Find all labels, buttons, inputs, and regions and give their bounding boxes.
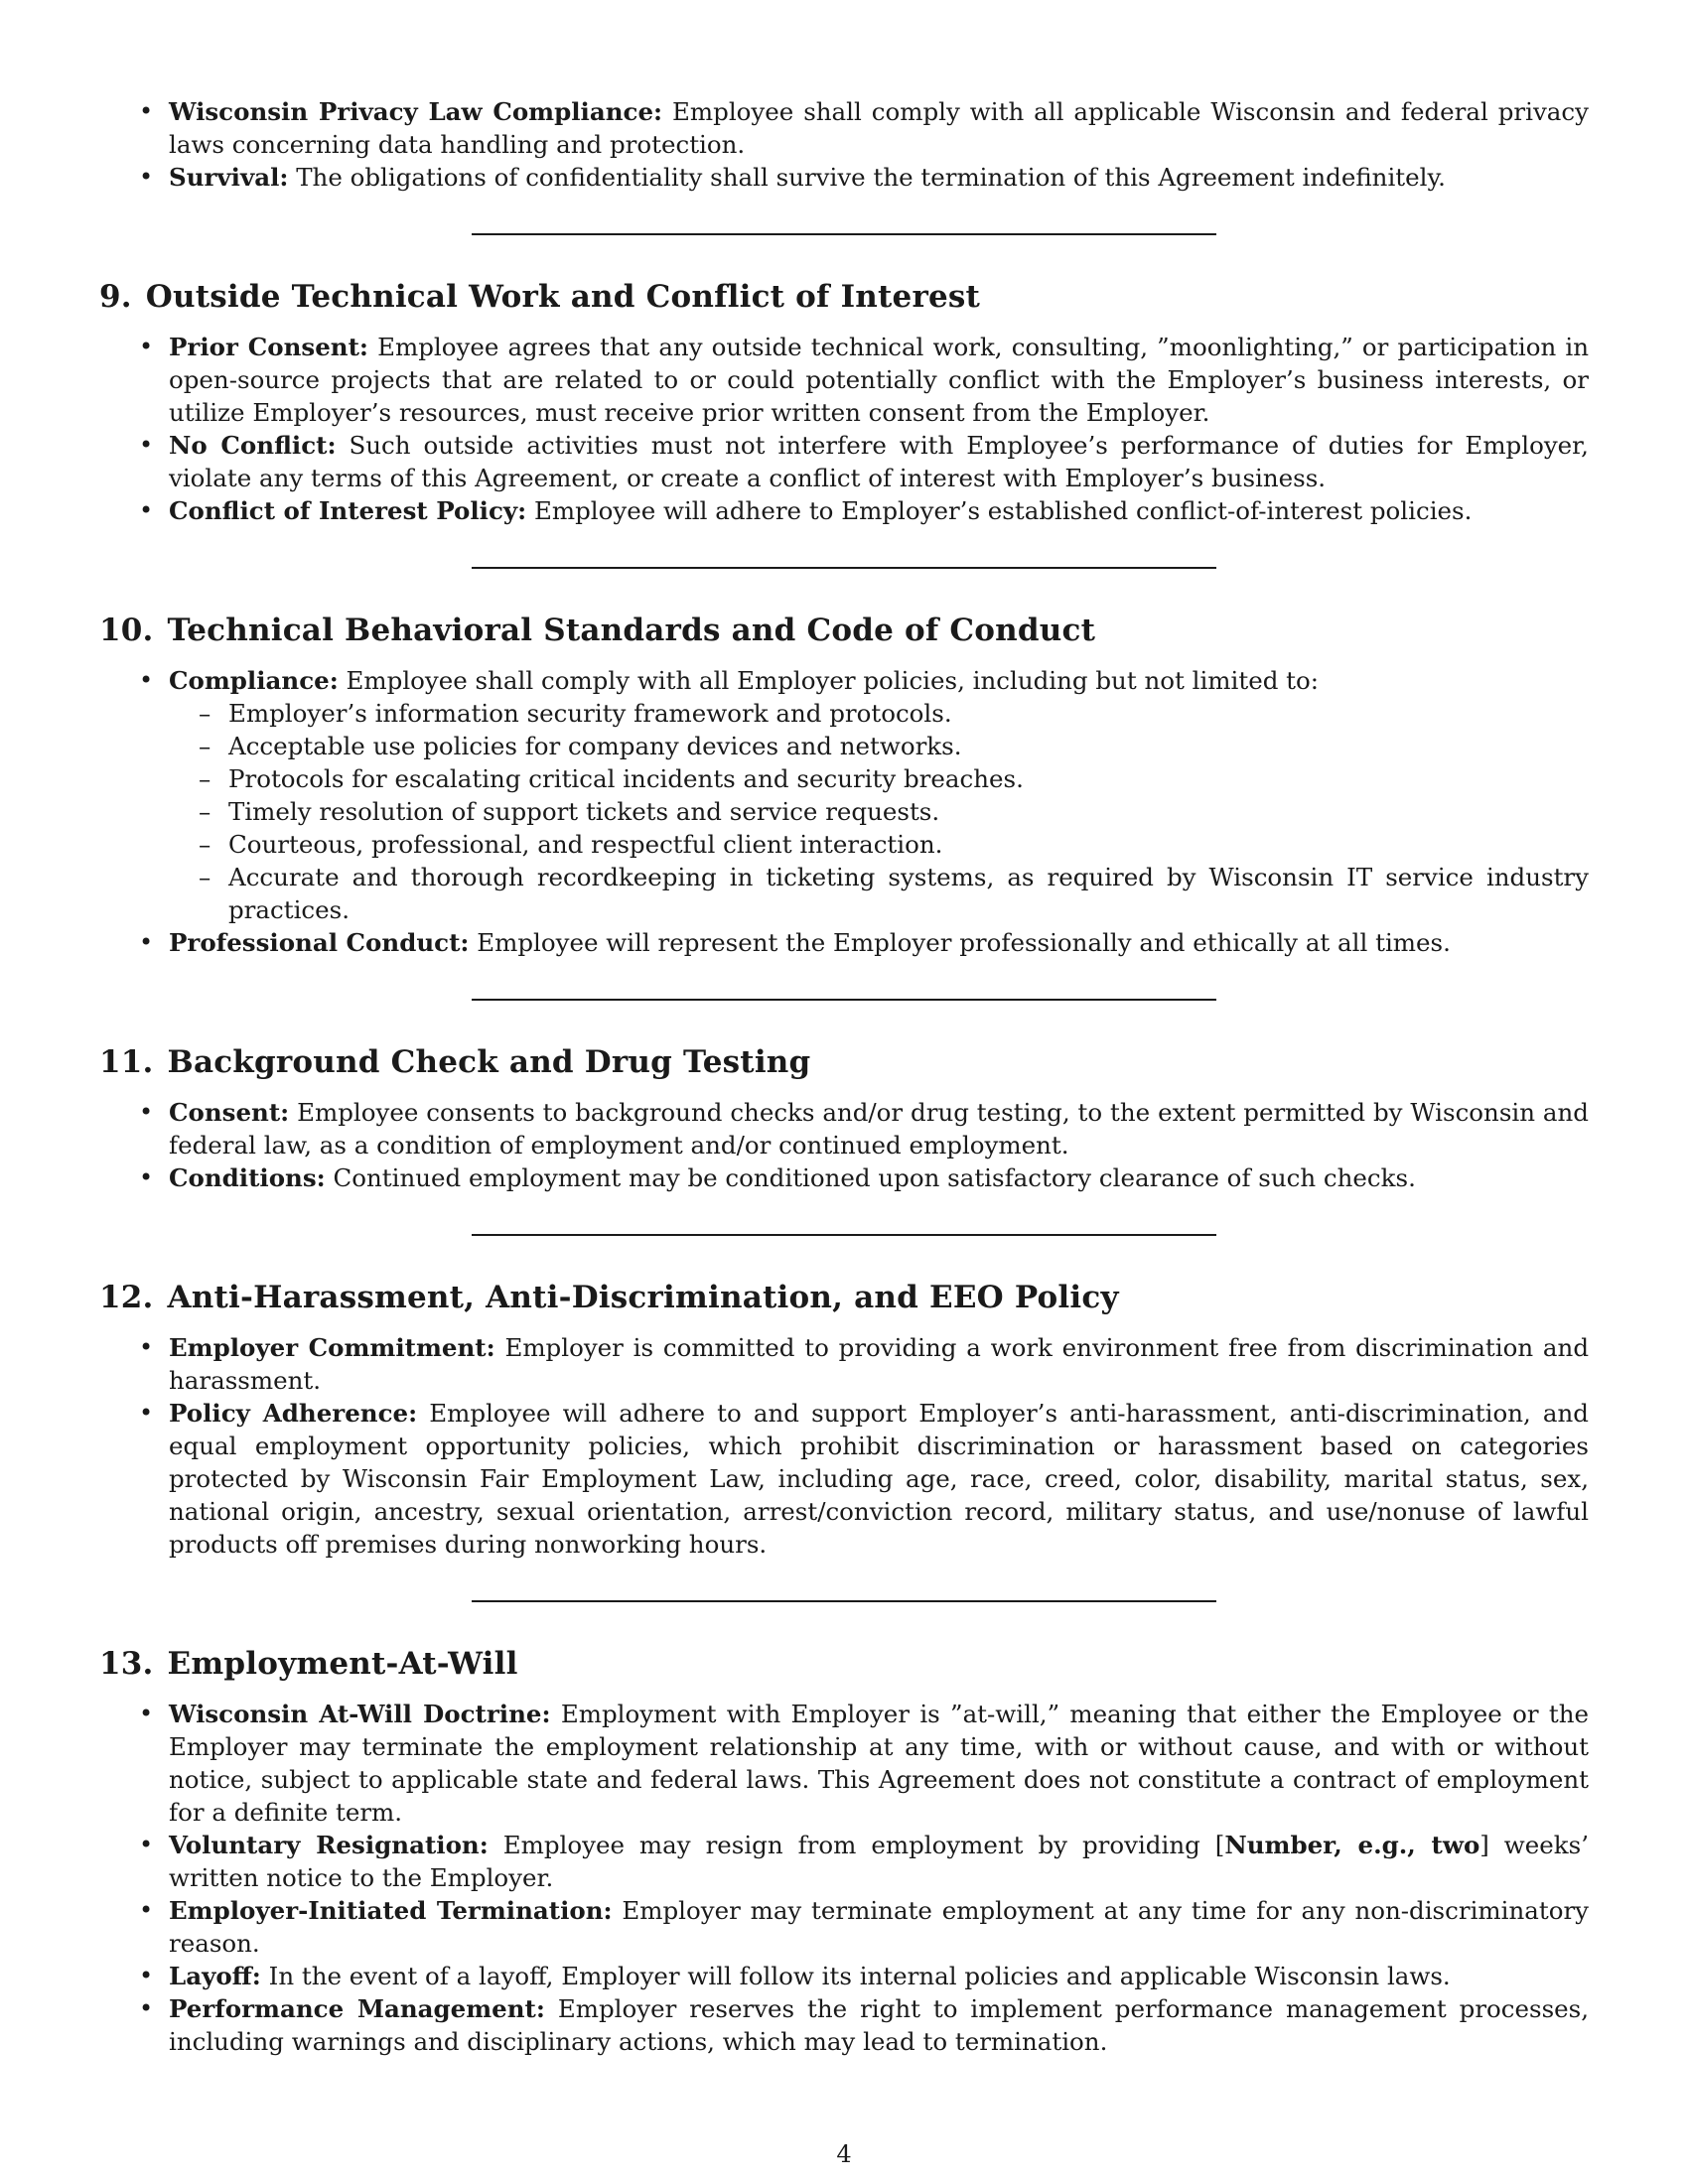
- item-text: Employee shall comply with all Employer policies, including but not limited to:: [346, 666, 1320, 695]
- list-item: [99, 1161, 1589, 1194]
- item-label: Employer-Initiated Termination:: [169, 1896, 613, 1925]
- bullet-icon: •: [139, 431, 154, 459]
- bullet-icon: •: [139, 1994, 154, 2022]
- list-item: [99, 926, 1589, 959]
- sub-list: [169, 697, 1589, 926]
- section-divider: [472, 1234, 1216, 1236]
- item-label: Prior Consent:: [169, 333, 368, 361]
- item-text-before: Employee may resign from employment by providing [: [502, 1831, 1225, 1859]
- dash-icon: –: [199, 797, 211, 826]
- sub-list-item: [169, 730, 1589, 762]
- item-label: Professional Conduct:: [169, 928, 470, 957]
- list-item: [99, 1960, 1589, 1992]
- section-11-title: [99, 1042, 1589, 1082]
- item-label: Employer Commitment:: [169, 1333, 495, 1362]
- item-text: Employer reserves the right to implement performance management processes, including warnings and disciplinary actions, which may lead to termination.: [169, 1994, 1590, 2056]
- sub-item-text: Courteous, professional, and respectful client interaction.: [228, 830, 943, 859]
- bullet-icon: •: [139, 1831, 154, 1858]
- dash-icon: –: [199, 764, 211, 793]
- section-number: 10.: [99, 613, 154, 648]
- section-13-title: [99, 1644, 1589, 1684]
- item-label: Policy Adherence:: [169, 1399, 418, 1428]
- item-text: The obligations of confidentiality shall survive the termination of this Agreement indefinitely.: [296, 163, 1446, 192]
- section-divider: [472, 567, 1216, 569]
- sub-list-item: [169, 762, 1589, 795]
- item-label: Wisconsin At-Will Doctrine:: [169, 1700, 551, 1728]
- section-9-title: [99, 277, 1589, 317]
- list-item: [99, 1894, 1589, 1960]
- list-item: [99, 95, 1589, 161]
- sub-list-item: [169, 861, 1589, 926]
- section-11-list: [99, 1096, 1589, 1194]
- section-9-list: [99, 331, 1589, 527]
- item-label: Consent:: [169, 1098, 290, 1127]
- list-item: [99, 331, 1589, 429]
- item-text: Employee consents to background checks and/or drug testing, to the extent permitted by Wisconsin and federal law, as a condition of employment and/or continued employment.: [169, 1098, 1589, 1160]
- section-12-list: [99, 1331, 1589, 1561]
- section-heading: Anti-Harassment, Anti-Discrimination, and EEO Policy: [167, 1280, 1119, 1315]
- sub-item-text: Timely resolution of support tickets and service requests.: [228, 797, 940, 826]
- bullet-icon: •: [139, 1896, 154, 1924]
- bullet-icon: •: [139, 1700, 154, 1727]
- list-item: [99, 1096, 1589, 1161]
- bullet-icon: •: [139, 1163, 154, 1191]
- item-label: Conditions:: [169, 1163, 326, 1192]
- section-number: 11.: [99, 1044, 154, 1080]
- bullet-icon: •: [139, 1333, 154, 1361]
- list-item: [99, 1992, 1589, 2058]
- bullet-icon: •: [139, 496, 154, 524]
- list-item: [99, 429, 1589, 494]
- sub-item-text: Protocols for escalating critical incidents and security breaches.: [228, 764, 1024, 793]
- item-text: Such outside activities must not interfere with Employee’s performance of duties for Employer, violate any terms of this Agreement, or create a conflict of interest with Employer’s business.: [169, 431, 1589, 492]
- section-heading: Outside Technical Work and Conflict of Interest: [145, 279, 981, 315]
- list-item: [99, 1698, 1589, 1829]
- item-text: Employer is committed to providing a work environment free from discrimination and harassment.: [169, 1333, 1589, 1395]
- dash-icon: –: [199, 732, 211, 760]
- section-heading: Technical Behavioral Standards and Code of Conduct: [167, 613, 1096, 648]
- list-item: [99, 1397, 1589, 1561]
- sub-item-text: Acceptable use policies for company devices and networks.: [228, 732, 962, 760]
- section-10-title: [99, 611, 1589, 650]
- document-body: [99, 95, 1589, 2058]
- section-heading: Background Check and Drug Testing: [167, 1044, 811, 1080]
- item-label: Performance Management:: [169, 1994, 545, 2023]
- section-divider: [472, 1600, 1216, 1602]
- item-label: Survival:: [169, 163, 289, 192]
- item-text: Employee agrees that any outside technical work, consulting, ”moonlighting,” or participation in open-source projects that are related to or could potentially conflict with the Employer’s business interests, or utilize Employer’s resources, must receive prior written consent from the Employer.: [169, 333, 1589, 427]
- list-item: [99, 494, 1589, 527]
- item-label: Voluntary Resignation:: [169, 1831, 489, 1859]
- bullet-icon: •: [139, 666, 154, 694]
- sub-list-item: [169, 795, 1589, 828]
- dash-icon: –: [199, 863, 211, 891]
- dash-icon: –: [199, 699, 211, 728]
- section-heading: Employment-At-Will: [167, 1646, 518, 1682]
- dash-icon: –: [199, 830, 211, 859]
- list-item: [99, 664, 1589, 926]
- item-label: Wisconsin Privacy Law Compliance:: [169, 97, 663, 126]
- section-number: 9.: [99, 279, 132, 315]
- sub-list-item: [169, 828, 1589, 861]
- item-text: Employment with Employer is ”at-will,” meaning that either the Employee or the Employer may terminate the employment relationship at any time, with or without cause, and with or without notice, subject to applicable state and federal laws. This Agreement does not constitute a contract of employment for a definite term.: [169, 1700, 1589, 1827]
- item-label: Layoff:: [169, 1962, 261, 1990]
- bullet-icon: •: [139, 97, 154, 125]
- item-label: Compliance:: [169, 666, 339, 695]
- section-divider: [472, 233, 1216, 235]
- section-number: 13.: [99, 1646, 154, 1682]
- bullet-icon: •: [139, 333, 154, 360]
- item-text: Employee shall comply with all applicable Wisconsin and federal privacy laws concerning data handling and protection.: [169, 97, 1589, 159]
- bullet-icon: •: [139, 1399, 154, 1427]
- sub-list-item: [169, 697, 1589, 730]
- item-text: In the event of a layoff, Employer will follow its internal policies and applicable Wisconsin laws.: [268, 1962, 1451, 1990]
- list-item: [99, 1829, 1589, 1894]
- list-item: [99, 1331, 1589, 1397]
- section-divider: [472, 999, 1216, 1001]
- section-13-list: [99, 1698, 1589, 2058]
- section-10-list: [99, 664, 1589, 959]
- preamble-list: [99, 95, 1589, 194]
- bullet-icon: •: [139, 1962, 154, 1989]
- item-text: Continued employment may be conditioned upon satisfactory clearance of such checks.: [333, 1163, 1416, 1192]
- sub-item-text: Accurate and thorough recordkeeping in ticketing systems, as required by Wisconsin IT service industry practices.: [228, 863, 1589, 924]
- item-label: Conflict of Interest Policy:: [169, 496, 527, 525]
- item-text: Employee will adhere to Employer’s established conflict-of-interest policies.: [533, 496, 1473, 525]
- bullet-icon: •: [139, 1098, 154, 1126]
- item-text-after: ] weeks’ written notice to the Employer.: [169, 1831, 1589, 1892]
- item-text: Employee will represent the Employer professionally and ethically at all times.: [477, 928, 1451, 957]
- section-number: 12.: [99, 1280, 154, 1315]
- item-text: Employee will adhere to and support Employer’s anti-harassment, anti-discrimination, and equal employment opportunity policies, which prohibit discrimination or harassment based on categories protected by Wisconsin Fair Employment Law, including age, race, creed, color, disability, marital status, sex, national origin, ancestry, sexual orientation, arrest/conviction record, military status, and use/nonuse of lawful products off premises during nonworking hours.: [169, 1399, 1589, 1559]
- sub-item-text: Employer’s information security framework and protocols.: [228, 699, 952, 728]
- bullet-icon: •: [139, 163, 154, 191]
- bullet-icon: •: [139, 928, 154, 956]
- placeholder-text: Number, e.g., two: [1224, 1831, 1480, 1859]
- item-text: Employer may terminate employment at any time for any non-discriminatory reason.: [169, 1896, 1590, 1958]
- section-12-title: [99, 1278, 1589, 1317]
- list-item: [99, 161, 1589, 194]
- item-label: No Conflict:: [169, 431, 337, 460]
- page-number: 4: [836, 2140, 852, 2168]
